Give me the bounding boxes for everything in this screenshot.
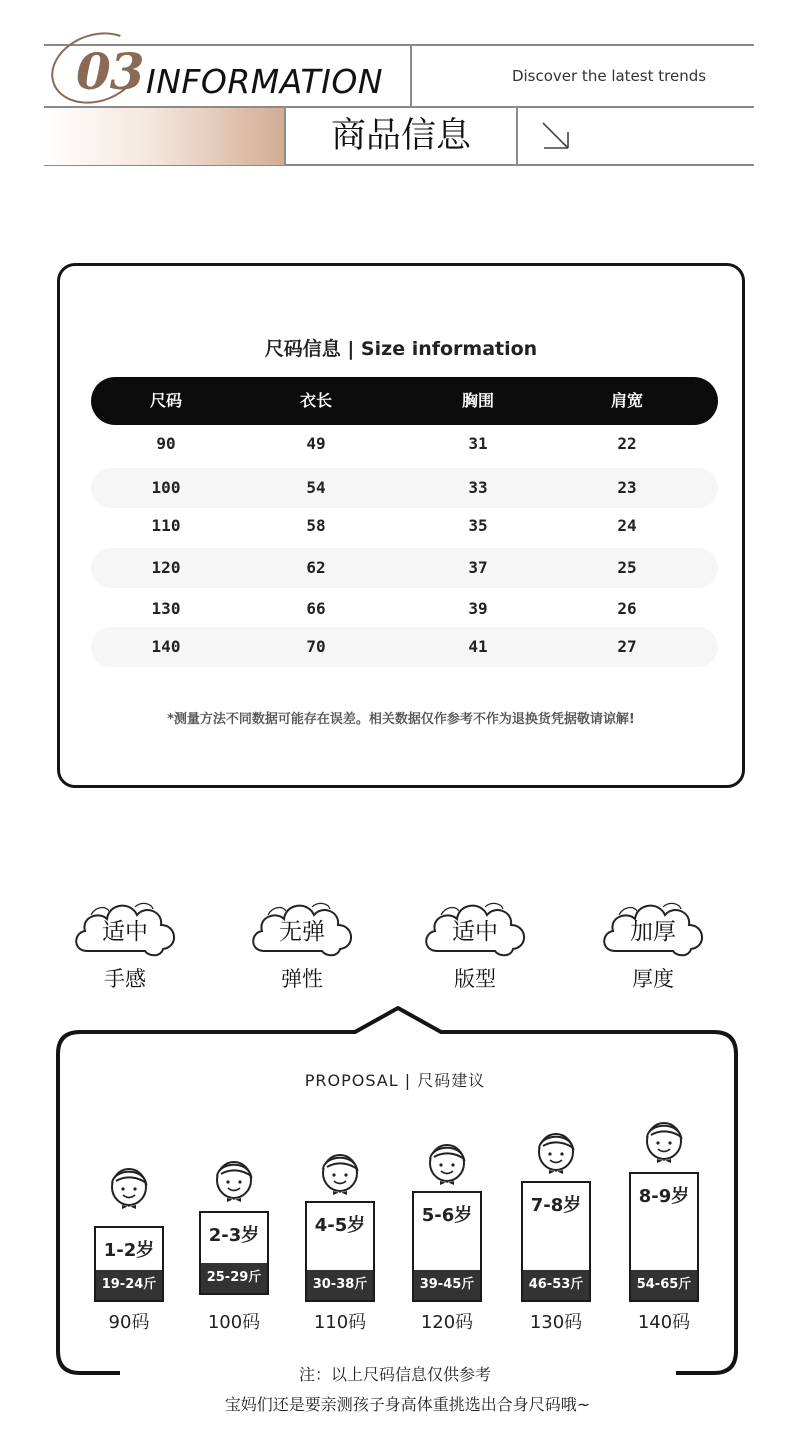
child-face-icon [535,1128,577,1180]
table-cell: 35 [468,516,488,535]
age-weight-box [629,1172,699,1302]
section-title: INFORMATION [146,62,383,101]
weight-label: 25-29斤 [201,1263,267,1293]
child-face-icon [213,1156,255,1208]
table-row [91,548,718,588]
feature-value: 加厚 [630,919,676,945]
child-face-icon [319,1149,361,1201]
table-cell: 41 [468,637,488,656]
table-cell: 31 [468,434,488,453]
table-cell: 66 [306,599,326,618]
arrow-down-right-icon [540,120,574,154]
table-row [91,424,718,464]
measurement-disclaimer: *测量方法不同数据可能存在误差。相关数据仅作参考不作为退换货凭据敬请谅解! [167,712,635,727]
table-cell: 26 [617,599,637,618]
size-label: 120码 [420,1312,474,1333]
age-label: 8-9岁 [638,1186,690,1207]
table-cell: 120 [151,558,181,577]
size-label: 90码 [108,1312,150,1333]
table-cell: 23 [617,478,637,497]
size-label: 140码 [637,1312,691,1333]
size-suggestion-item [521,1128,591,1363]
feature-label: 弹性 [281,967,323,991]
table-cell: 100 [151,478,181,497]
size-label: 100码 [207,1312,261,1333]
table-cell: 33 [468,478,488,497]
size-suggestion-item [94,1163,164,1363]
age-label: 4-5岁 [314,1215,366,1236]
age-weight-box [94,1226,164,1302]
weight-label: 19-24斤 [96,1270,162,1300]
feature-value: 无弹 [279,919,325,945]
age-label: 7-8岁 [530,1195,582,1216]
table-cell: 62 [306,558,326,577]
size-table-title: 尺码信息 | Size information [264,338,538,360]
proposal-advice: 宝妈们还是要亲测孩子身高体重挑选出合身尺码哦~ [224,1395,591,1414]
size-label: 130码 [529,1312,583,1333]
table-row [91,468,718,508]
feature-label: 厚度 [632,967,674,991]
age-weight-box [521,1181,591,1302]
child-face-icon [426,1139,468,1191]
age-label: 2-3岁 [208,1225,260,1246]
table-cell: 90 [156,434,176,453]
feature-value: 适中 [452,919,498,945]
size-suggestion-item [412,1139,482,1363]
proposal-note: 注：以上尺码信息仅供参考 [298,1365,491,1384]
weight-label: 39-45斤 [414,1270,480,1300]
table-cell: 37 [468,558,488,577]
column-header: 肩宽 [610,391,643,410]
age-weight-box [412,1191,482,1302]
feature-value: 适中 [102,919,148,945]
header-top-rule [44,44,754,46]
section-number: 03 [76,42,144,101]
feature-fit [415,893,545,1013]
feature-touch [65,893,195,1013]
weight-label: 54-65斤 [631,1270,697,1300]
size-label: 110码 [313,1312,367,1333]
feature-label: 手感 [104,967,146,991]
table-cell: 140 [151,637,181,656]
weight-label: 46-53斤 [523,1270,589,1300]
table-cell: 70 [306,637,326,656]
proposal-title: PROPOSAL | 尺码建议 [304,1071,486,1090]
feature-elasticity [242,893,372,1013]
age-weight-box [199,1211,269,1295]
header-divider [516,106,518,166]
table-cell: 25 [617,558,637,577]
table-cell: 39 [468,599,488,618]
size-suggestion-item [305,1149,375,1363]
size-suggestion-item [199,1156,269,1363]
size-suggestion-item [629,1117,699,1363]
table-cell: 110 [151,516,181,535]
table-cell: 58 [306,516,326,535]
child-face-icon [108,1163,150,1215]
header-divider [410,44,412,106]
age-label: 5-6岁 [421,1205,473,1226]
table-cell: 27 [617,637,637,656]
column-header: 衣长 [299,391,332,410]
table-row [91,506,718,546]
feature-thickness [593,893,723,1013]
size-table-header [91,377,718,425]
table-row [91,627,718,667]
table-cell: 130 [151,599,181,618]
child-face-icon [643,1117,685,1169]
table-cell: 22 [617,434,637,453]
age-weight-box [305,1201,375,1302]
age-label: 1-2岁 [103,1240,155,1261]
feature-label: 版型 [454,967,496,991]
column-header: 胸围 [461,391,494,410]
gradient-bar [44,108,284,165]
page-title: 商品信息 [330,116,471,156]
column-header: 尺码 [149,391,182,410]
table-cell: 24 [617,516,637,535]
table-cell: 54 [306,478,326,497]
section-tagline: Discover the latest trends [511,67,707,85]
weight-label: 30-38斤 [307,1270,373,1300]
table-cell: 49 [306,434,326,453]
table-row [91,589,718,629]
